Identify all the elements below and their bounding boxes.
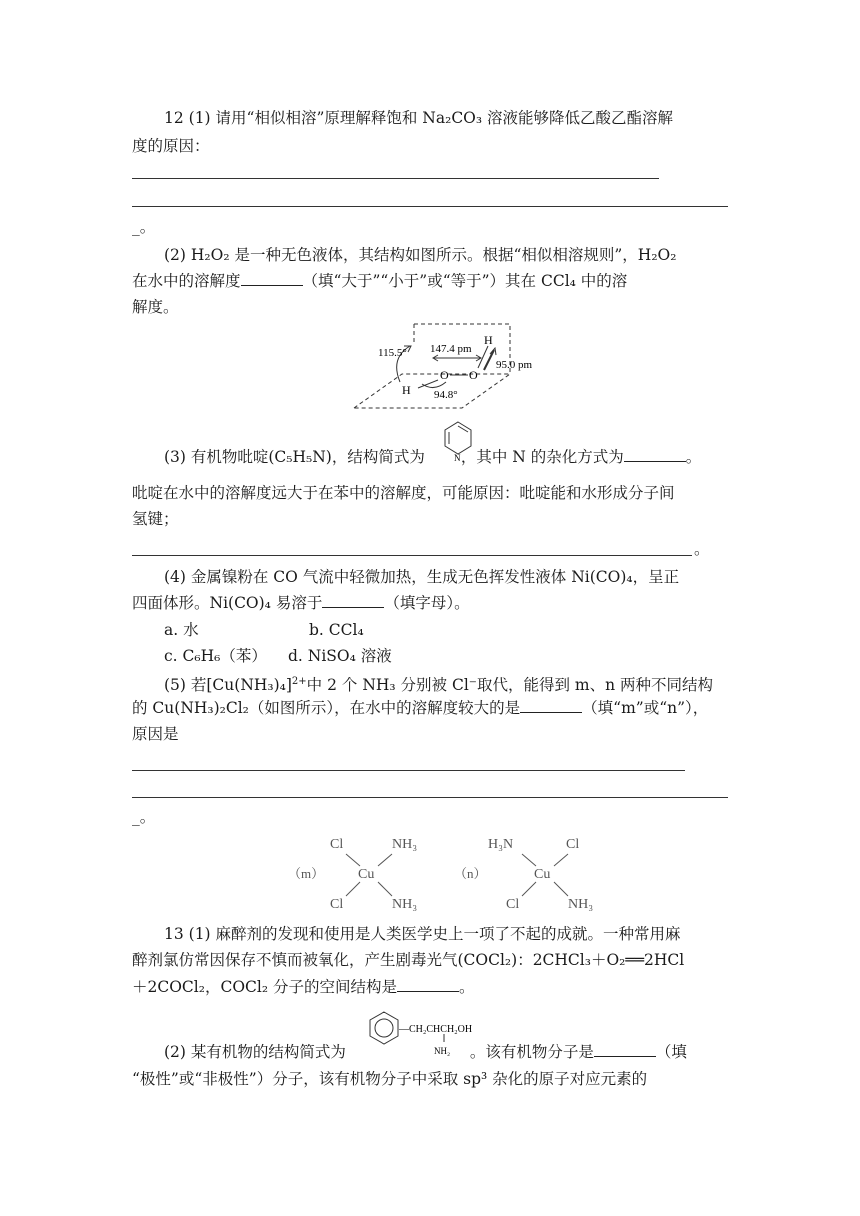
q13-part1-line1: 13 (1) 麻醉剂的发现和使用是人类医学史上一项了不起的成就。一种常用麻 — [164, 925, 681, 943]
q13-part2-text-c: （填 — [655, 1043, 687, 1061]
q12-part1-line2: 度的原因： — [132, 137, 210, 155]
q13-part1-text-b: 。 — [458, 978, 475, 996]
answer-blank-line[interactable] — [132, 770, 685, 771]
q12-part2-line2 — [132, 270, 627, 292]
fill-blank[interactable] — [594, 1042, 656, 1057]
q12-part1-line1: 12 (1) 请用“相似相溶”原理解释饱和 Na₂CO₃ 溶液能够降低乙酸乙酯溶解 — [164, 109, 674, 127]
q12-part3-line1 — [164, 446, 701, 468]
ammonia-ligand: NH₃ — [392, 897, 418, 912]
q13-part2-line2: “极性”或“非极性”）分子，该有机物分子中采取 sp³ 杂化的原子对应元素的 — [132, 1070, 648, 1088]
q12-part3-line3: 氢键； — [132, 510, 179, 528]
angle-label: 94.8° — [434, 389, 458, 401]
q12-part4-line1: (4) 金属镍粉在 CO 气流中轻微加热，生成无色挥发性液体 Ni(CO)₄，呈正 — [164, 568, 680, 586]
angle-label: 115.5° — [378, 347, 407, 359]
q12-part4-line2 — [132, 592, 470, 614]
copper-center: Cu — [358, 867, 375, 882]
answer-blank-line[interactable] — [132, 206, 728, 207]
answer-blank-line[interactable] — [132, 178, 659, 179]
fill-blank[interactable] — [241, 271, 303, 286]
nitrogen-atom: N — [454, 453, 461, 462]
end-mark: _。 — [132, 808, 156, 826]
q12-part5-text-b: 中 2 个 NH₃ 分别被 Cl⁻取代，能得到 m、n 两种不同结构 — [306, 676, 713, 695]
chloride-ligand: Cl — [330, 837, 344, 852]
fill-blank[interactable] — [397, 977, 459, 992]
chloride-ligand: Cl — [566, 837, 580, 852]
bond-length-label: 95.0 pm — [496, 359, 533, 371]
chloride-ligand: Cl — [330, 897, 344, 912]
option-d: d. NiSO₄ 溶液 — [288, 647, 392, 665]
q13-part1-line3 — [132, 976, 475, 998]
q12-part5-text-a: (5) 若[Cu(NH₃)₄] — [164, 676, 292, 695]
chloride-ligand: Cl — [506, 897, 520, 912]
q12-part3-text-a: (3) 有机物吡啶(C₅H₅N)，结构简式为 — [164, 448, 425, 466]
q12-part5-line2 — [132, 697, 708, 719]
q12-part2-line1: (2) H₂O₂ 是一种无色液体，其结构如图所示。根据“相似相溶规则”，H₂O₂ — [164, 246, 677, 264]
q12-part3-text-c: 。 — [685, 448, 702, 466]
ammonia-ligand: NH₃ — [568, 897, 594, 912]
end-mark: 。 — [694, 540, 710, 558]
q13-part2-line1 — [164, 1041, 687, 1063]
isomer-label-n: （n） — [454, 866, 487, 881]
hydrogen-atom: H — [402, 383, 411, 397]
option-b: b. CCl₄ — [309, 621, 364, 639]
complex-isomers-figure — [284, 830, 614, 914]
q12-part4-text-b: （填字母）。 — [384, 594, 470, 612]
bond-length-label: 147.4 pm — [430, 343, 472, 355]
q12-part2-text-a: 在水中的溶解度 — [132, 272, 241, 290]
q12-part5-line3: 原因是 — [132, 725, 179, 743]
end-mark: _。 — [132, 218, 156, 236]
isomer-label-m: （m） — [288, 866, 325, 881]
fill-blank[interactable] — [520, 698, 582, 713]
q13-part2-text-b: 。该有机物分子是 — [469, 1043, 594, 1061]
charge-superscript: 2+ — [291, 676, 307, 687]
option-c: c. C₆H₆（苯） — [164, 647, 267, 665]
q12-part3-text-b: ，其中 N 的杂化方式为 — [460, 448, 624, 466]
answer-blank-line[interactable] — [132, 797, 728, 798]
ammonia-ligand: NH₃ — [392, 837, 418, 852]
q12-part2-line3: 解度。 — [132, 298, 179, 316]
q12-part5-text-a2: 的 Cu(NH₃)₂Cl₂（如图所示），在水中的溶解度较大的是 — [132, 699, 521, 717]
pyridine-structure — [441, 418, 475, 462]
q12-part5-text-b2: （填“m”或“n”）， — [582, 699, 709, 717]
oxygen-atom: O — [469, 368, 478, 382]
copper-center: Cu — [534, 867, 551, 882]
q13-part1-text-a: ＋2COCl₂，COCl₂ 分子的空间结构是 — [132, 978, 397, 996]
q13-part1-line2: 醉剂氯仿常因保存不慎而被氧化，产生剧毒光气(COCl₂)：2CHCl₃＋O₂══2HCl — [132, 951, 685, 969]
fill-blank[interactable] — [322, 593, 384, 608]
q12-part3-line2: 吡啶在水中的溶解度远大于在苯中的溶解度，可能原因：吡啶能和水形成分子间 — [132, 484, 675, 502]
ammonia-ligand: H₃N — [488, 837, 514, 852]
side-chain-label: —CH₂CHCH₂OH — [399, 1024, 473, 1035]
amino-group-label: NH₂ — [434, 1046, 451, 1056]
q12-part4-text-a: 四面体形。Ni(CO)₄ 易溶于 — [132, 594, 323, 612]
q12-part5-line1 — [164, 671, 713, 696]
oxygen-atom: O — [440, 368, 449, 382]
fill-blank[interactable] — [624, 447, 686, 462]
q12-part2-text-b: （填“大于”“小于”或“等于”）其在 CCl₄ 中的溶 — [302, 272, 628, 290]
option-a: a. 水 — [164, 621, 199, 639]
hydrogen-atom: H — [484, 333, 493, 347]
answer-blank-line[interactable] — [132, 555, 692, 556]
h2o2-structure-figure — [350, 318, 550, 412]
q13-part2-text-a: (2) 某有机物的结构简式为 — [164, 1043, 346, 1061]
